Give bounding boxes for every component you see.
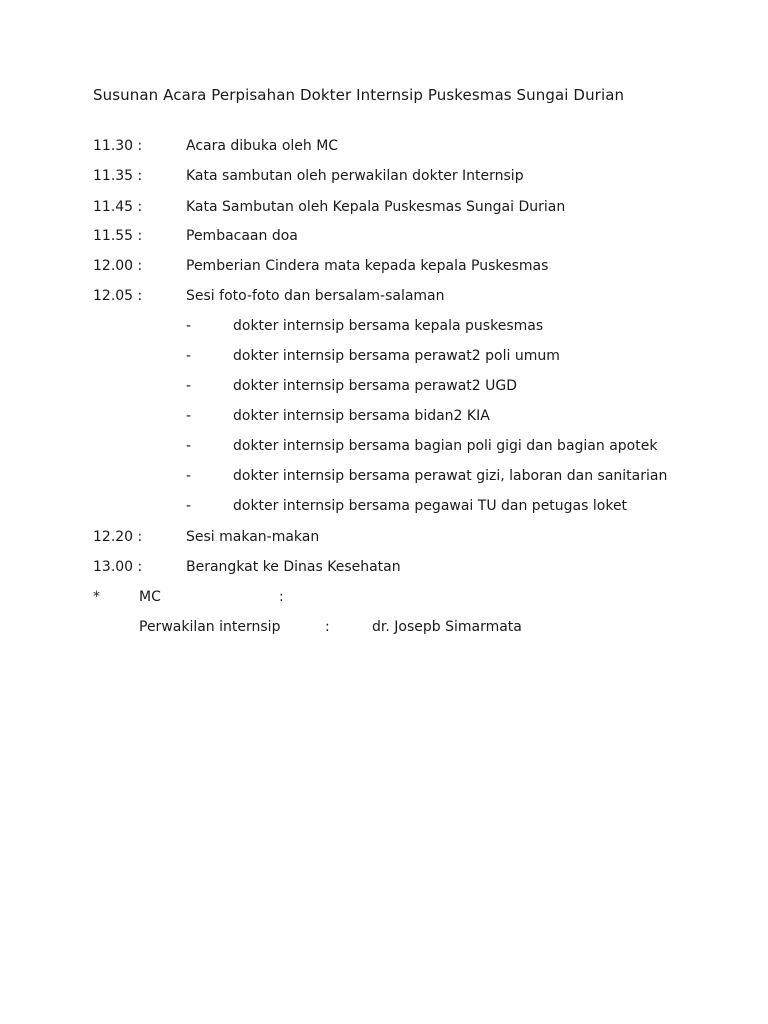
schedule-desc: Sesi foto-foto dan bersalam-salaman <box>186 288 445 304</box>
schedule-desc: Kata sambutan oleh perwakilan dokter Internsip <box>186 168 524 184</box>
photo-session-item <box>0 346 768 366</box>
list-dash: - <box>186 318 192 334</box>
document-title: Susunan Acara Perpisahan Dokter Internsip Puskesmas Sungai Durian <box>93 86 625 104</box>
schedule-time: 12.00 : <box>93 258 143 274</box>
schedule-time: 11.30 : <box>93 138 143 154</box>
photo-session-item <box>0 466 768 486</box>
photo-session-item <box>0 376 768 396</box>
schedule-row <box>0 166 768 186</box>
note-rep-row <box>0 617 768 637</box>
schedule-time: 12.20 : <box>93 529 143 545</box>
list-dash: - <box>186 348 192 364</box>
schedule-time: 11.45 : <box>93 199 143 215</box>
photo-session-text: dokter internsip bersama bagian poli gigi dan bagian apotek <box>233 438 658 454</box>
schedule-desc: Pembacaan doa <box>186 228 298 244</box>
schedule-desc: Kata Sambutan oleh Kepala Puskesmas Sungai Durian <box>186 199 566 215</box>
photo-session-text: dokter internsip bersama pegawai TU dan petugas loket <box>233 498 628 514</box>
schedule-row <box>0 226 768 246</box>
list-dash: - <box>186 438 192 454</box>
note-rep-colon: : <box>325 619 330 635</box>
list-dash: - <box>186 498 192 514</box>
schedule-row <box>0 557 768 577</box>
note-rep-label: Perwakilan internsip <box>139 619 281 635</box>
photo-session-text: dokter internsip bersama kepala puskesmas <box>233 318 544 334</box>
schedule-time: 11.35 : <box>93 168 143 184</box>
schedule-desc: Pemberian Cindera mata kepada kepala Puskesmas <box>186 258 549 274</box>
note-mc-label: MC <box>139 589 161 605</box>
photo-session-text: dokter internsip bersama perawat2 UGD <box>233 378 518 394</box>
schedule-row <box>0 197 768 217</box>
note-mc-row <box>0 587 768 607</box>
photo-session-item <box>0 436 768 456</box>
schedule-time: 11.55 : <box>93 228 143 244</box>
schedule-row <box>0 286 768 306</box>
photo-session-item <box>0 496 768 516</box>
photo-session-text: dokter internsip bersama perawat gizi, laboran dan sanitarian <box>233 468 668 484</box>
schedule-row <box>0 136 768 156</box>
photo-session-item <box>0 316 768 336</box>
schedule-row <box>0 527 768 547</box>
note-rep-value: dr. Josepb Simarmata <box>372 619 522 635</box>
list-dash: - <box>186 378 192 394</box>
schedule-row <box>0 256 768 276</box>
note-mc-colon: : <box>279 589 284 605</box>
note-star: * <box>93 589 100 605</box>
list-dash: - <box>186 468 192 484</box>
photo-session-item <box>0 406 768 426</box>
photo-session-text: dokter internsip bersama perawat2 poli umum <box>233 348 560 364</box>
schedule-desc: Berangkat ke Dinas Kesehatan <box>186 559 401 575</box>
photo-session-text: dokter internsip bersama bidan2 KIA <box>233 408 490 424</box>
schedule-time: 13.00 : <box>93 559 143 575</box>
list-dash: - <box>186 408 192 424</box>
schedule-time: 12.05 : <box>93 288 143 304</box>
schedule-desc: Acara dibuka oleh MC <box>186 138 339 154</box>
schedule-desc: Sesi makan-makan <box>186 529 320 545</box>
